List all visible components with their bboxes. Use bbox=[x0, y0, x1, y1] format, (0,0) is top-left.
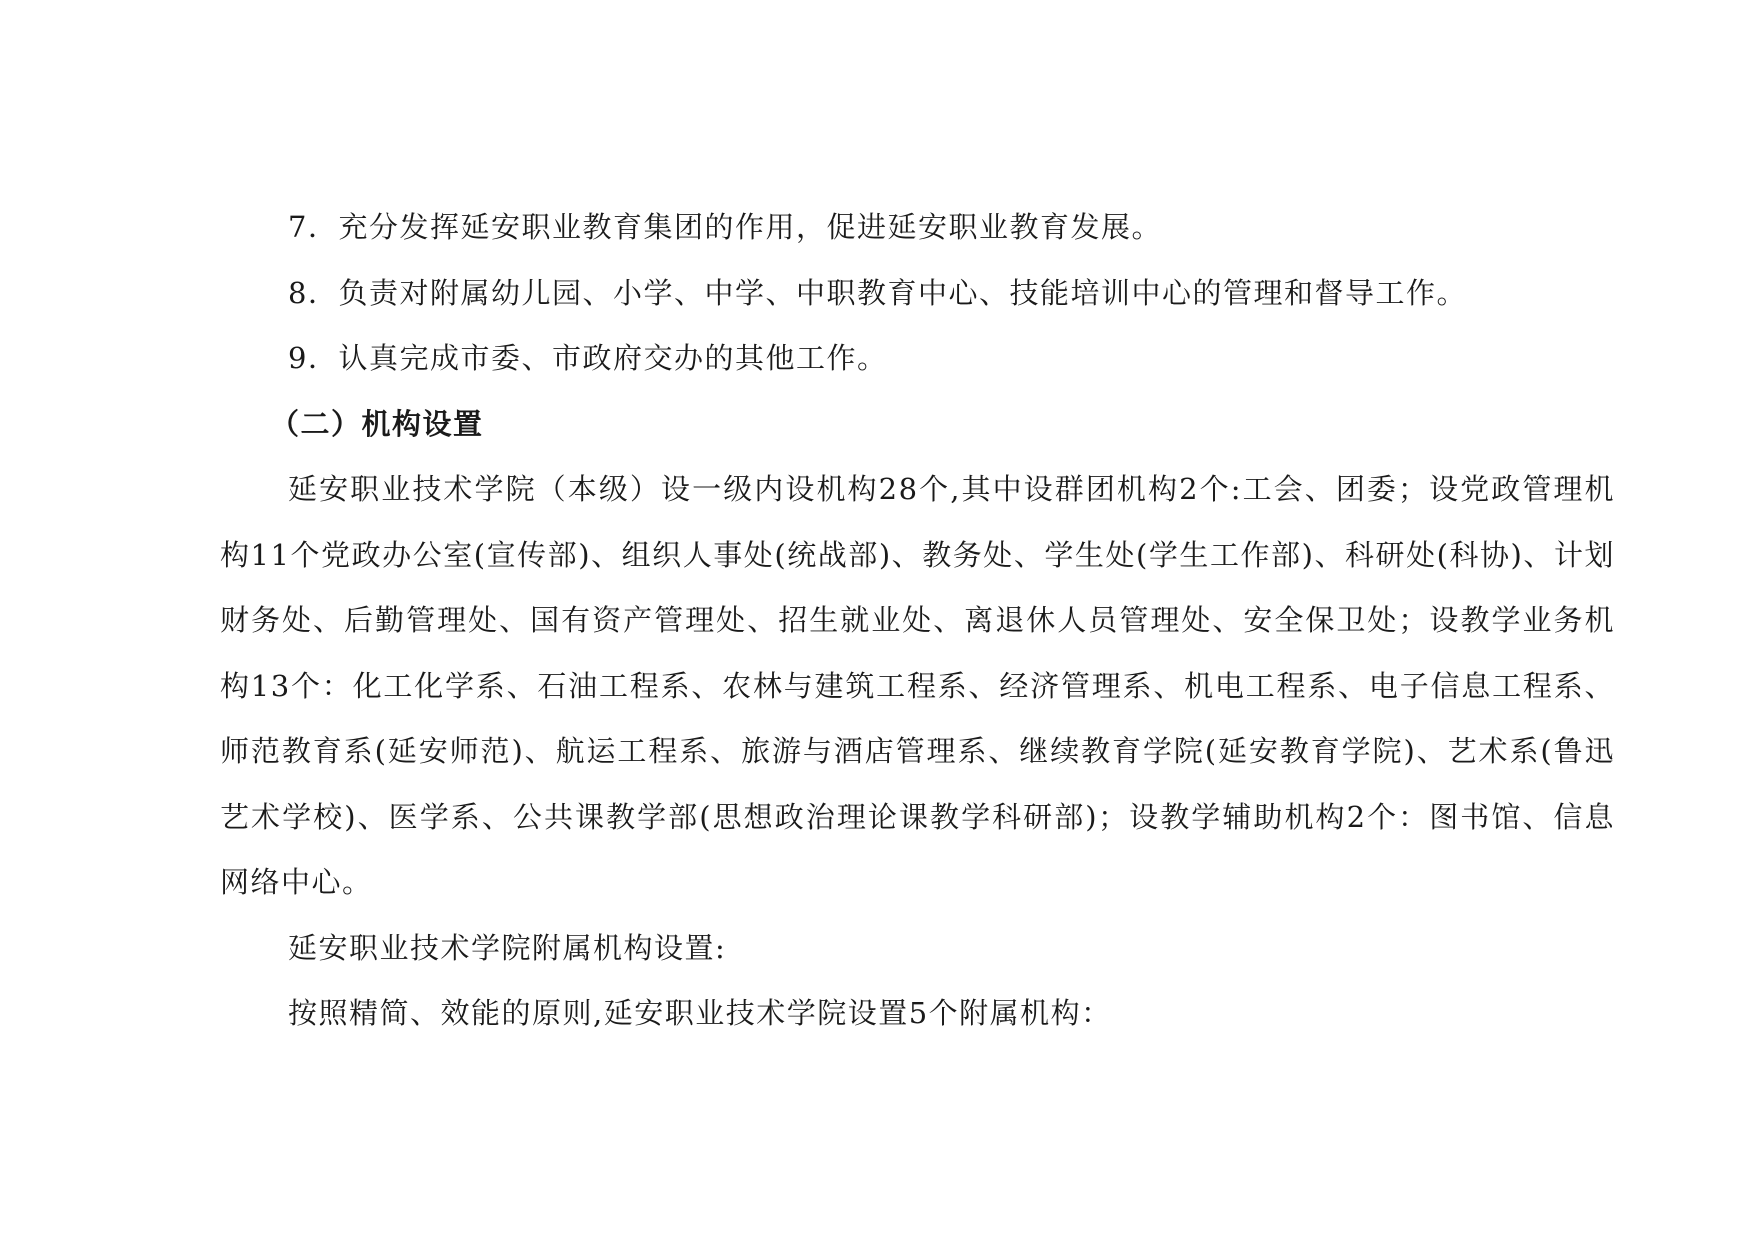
affiliated-intro: 按照精简、效能的原则,延安职业技术学院设置5个附属机构： bbox=[288, 996, 1112, 1030]
list-item-8: 8．负责对附属幼儿园、小学、中学、中职教育中心、技能培训中心的管理和督导工作。 bbox=[288, 275, 1467, 310]
body-paragraph: 延安职业技术学院（本级）设一级内设机构28个,其中设群团机构2个:工会、团委；设党政管理机构11个党政办公室(宣传部)、组织人事处(统战部)、教务处、学生处(学生工作部)、科研处(科协)、计划财务处、后勤管理处、国有资产管理处、招生就业处、离退休人员管理处、安全保卫处；设教学业务机构13个：化工化学系、石油工程系、农林与建筑工程系、经济管理系、机电工程系、电子信息工程系、师范教育系(延安师范)、航运工程系、旅游与酒店管理系、继续教育学院(延安教育学院)、艺术系(鲁迅艺术学校)、医学系、公共课教学部(思想政治理论课教学科研部)；设教学辅助机构2个：图书馆、信息网络中心。 bbox=[220, 472, 1615, 899]
section-heading: （二）机构设置 bbox=[270, 406, 484, 441]
list-item-9: 9．认真完成市委、市政府交办的其他工作。 bbox=[288, 341, 888, 375]
list-item-7: 7．充分发挥延安职业教育集团的作用，促进延安职业教育发展。 bbox=[288, 210, 1162, 244]
document-body bbox=[220, 195, 1615, 1047]
affiliated-heading: 延安职业技术学院附属机构设置: bbox=[288, 930, 727, 965]
